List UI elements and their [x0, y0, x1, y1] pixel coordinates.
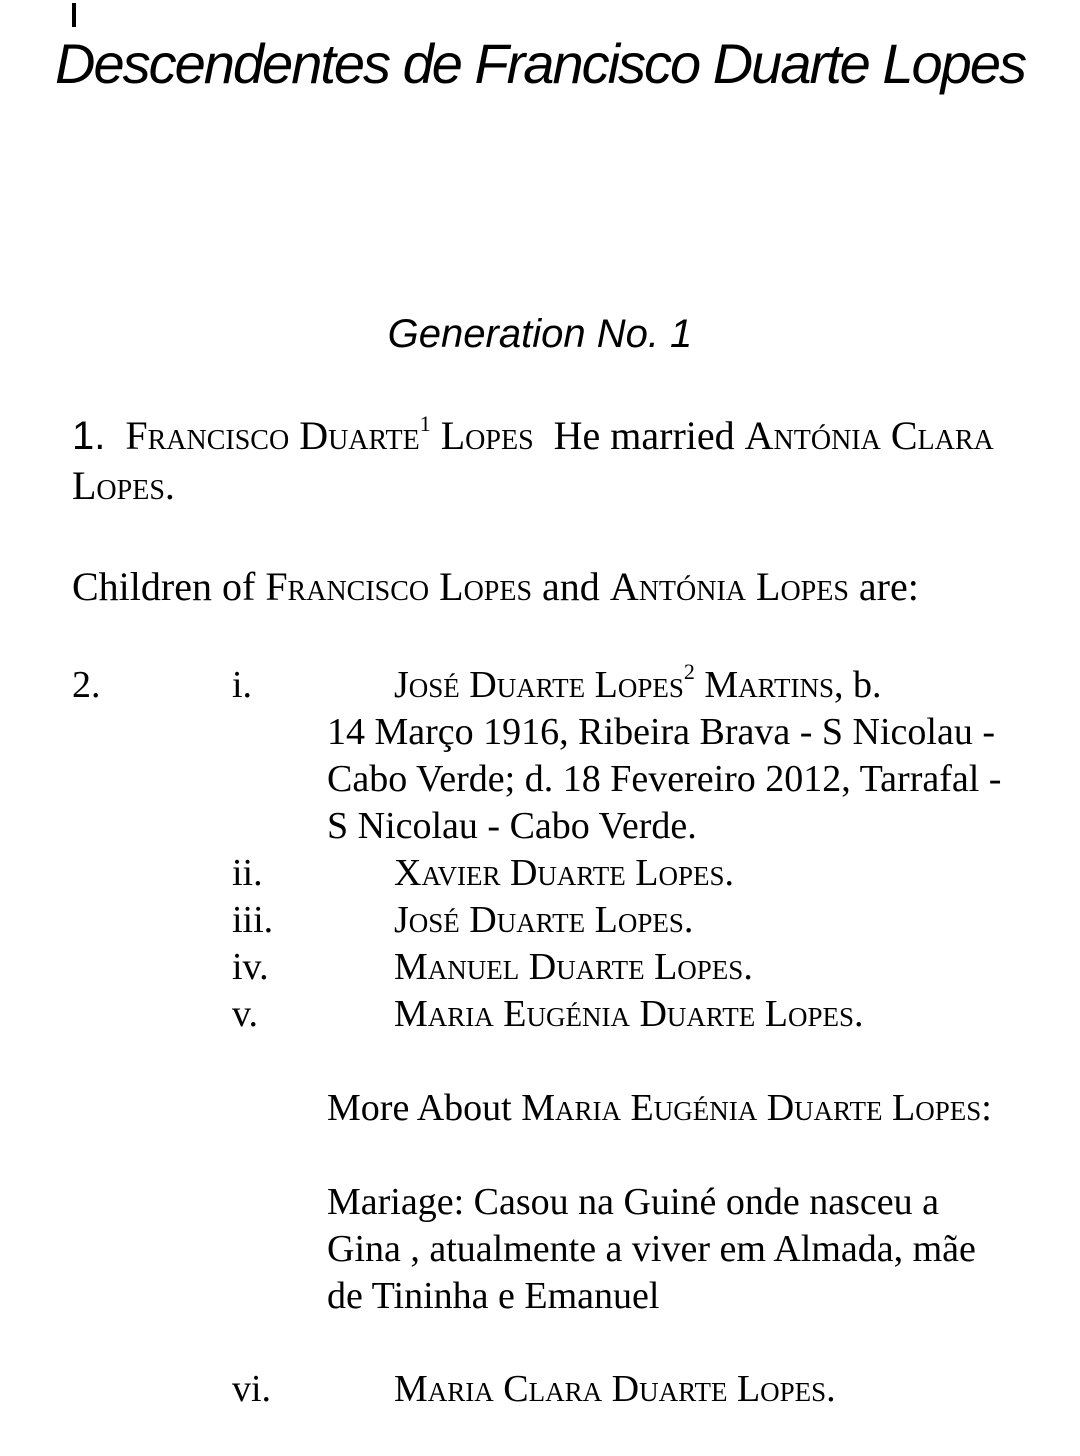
child-1-name-a: José Duarte Lopes [394, 664, 684, 706]
married-text: He married [553, 413, 735, 458]
more-about-name: Maria Eugénia Duarte Lopes [521, 1087, 982, 1129]
more-about-suffix: : [981, 1087, 992, 1129]
child-5-name: Maria Eugénia Duarte Lopes. [394, 993, 864, 1035]
child-3-name: José Duarte Lopes. [394, 899, 694, 941]
child-6-name: Maria Clara Duarte Lopes. [394, 1368, 836, 1410]
children-intro-prefix: Children of [72, 564, 256, 609]
child-4-name: Manuel Duarte Lopes. [394, 946, 753, 988]
child-1-after-name: , b. [834, 664, 882, 706]
root-person-number: 1. [72, 414, 106, 458]
generation-heading: Generation No. 1 [387, 312, 693, 356]
text-cursor [72, 3, 76, 27]
root-person-name-first: Francisco Duarte [125, 413, 420, 458]
child-1-generation-number: 2. [72, 664, 101, 706]
children-intro-father: Francisco Lopes [265, 564, 533, 609]
children-intro-suffix: are: [858, 564, 919, 609]
page-title: Descendentes de Francisco Duarte Lopes [55, 32, 1025, 95]
spouse-name: Antónia Clara Lopes. [72, 413, 994, 508]
children-intro [72, 562, 1007, 612]
child-1-details: 14 Março 1916, Ribeira Brava - S Nicolau - Cabo Verde; d. 18 Fevereiro 2012, Tarrafal - S Nicolau - Cabo Verde. [327, 711, 1002, 847]
mariage-note: Mariage: Casou na Guiné onde nasceu a Gina , atualmente a viver em Almada, mãe de Tininha e Emanuel [327, 1181, 976, 1317]
child-2-roman: ii. [232, 852, 263, 894]
child-5-roman: v. [232, 993, 259, 1035]
child-6-roman: vi. [232, 1368, 272, 1410]
child-1-superscript: 2 [683, 659, 695, 684]
child-3-roman: iii. [232, 899, 274, 941]
root-person-entry [72, 411, 1007, 511]
more-about-prefix: More About [327, 1087, 512, 1129]
children-intro-and: and [542, 564, 600, 609]
more-about-heading [327, 1085, 1007, 1132]
child-1-name-b: Martins [704, 664, 835, 706]
child-1-roman: i. [232, 664, 253, 706]
child-4-roman: iv. [232, 946, 269, 988]
children-intro-mother: Antónia Lopes [609, 564, 849, 609]
child-2-name: Xavier Duarte Lopes. [394, 852, 734, 894]
root-person-superscript: 1 [419, 411, 431, 436]
root-person-name-last: Lopes [440, 413, 534, 458]
child-1-name-line [394, 659, 882, 709]
